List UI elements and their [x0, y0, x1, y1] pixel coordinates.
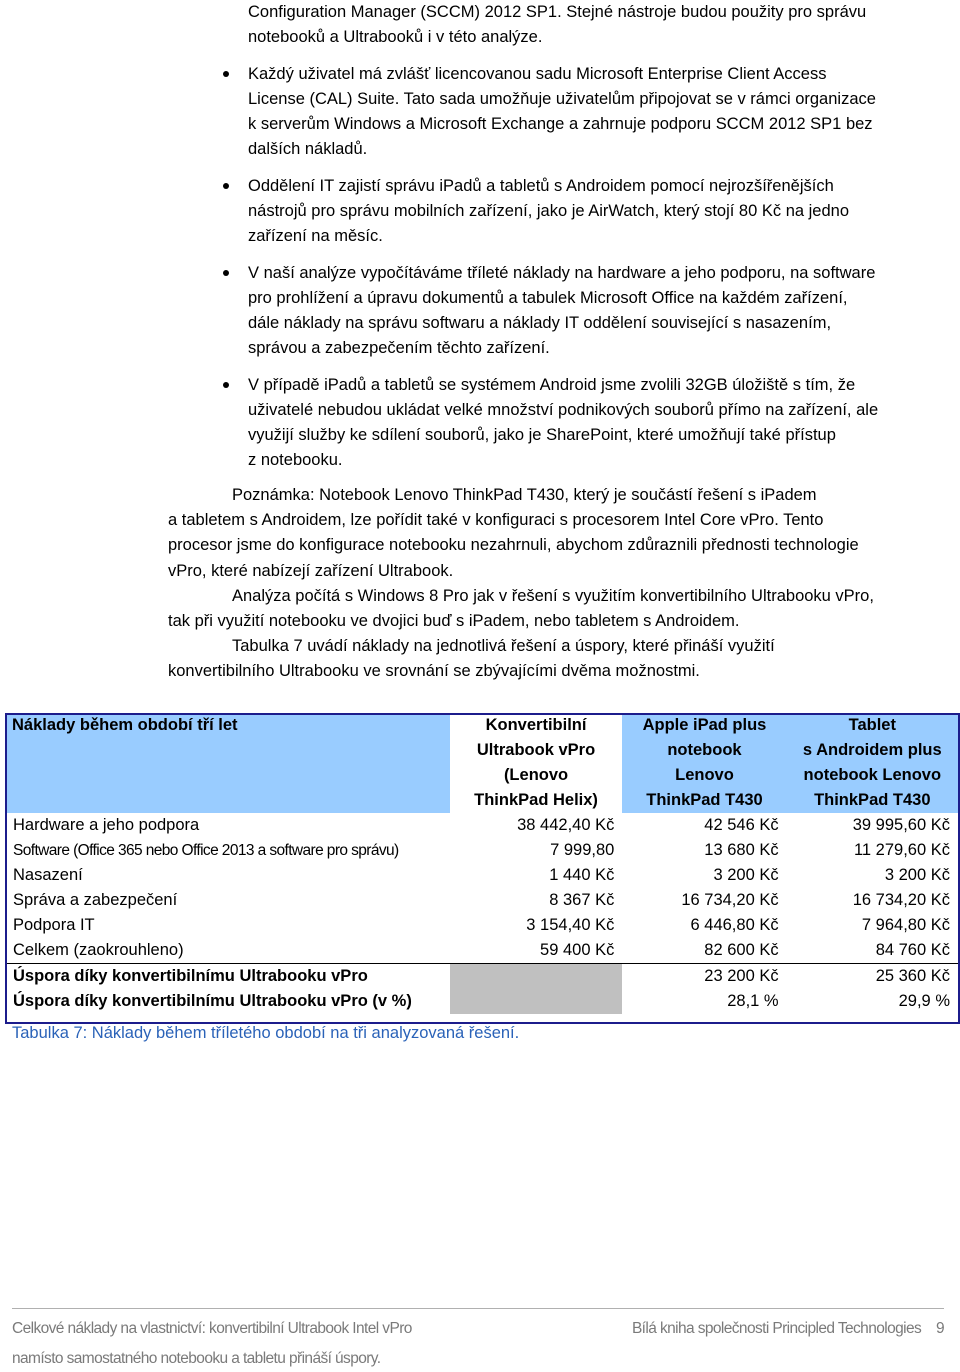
- paragraph: [168, 584, 948, 634]
- text-line: Analýza počítá s Windows 8 Pro jak v řešení s využitím konvertibilního Ultrabooku vPro,: [232, 586, 874, 605]
- row-label: Podpora IT: [13, 916, 95, 934]
- table-caption: Tabulka 7: Náklady během tříletého období na tři analyzovaná řešení.: [12, 1024, 520, 1042]
- cell-android: 16 734,20 Kč: [852, 891, 950, 909]
- header-line: Apple iPad plus: [642, 716, 767, 734]
- footer-right: [632, 1320, 944, 1338]
- header-line: ThinkPad T430: [814, 791, 931, 809]
- table-row: [5, 838, 958, 863]
- bullet-item: [220, 373, 945, 473]
- text-line: využijí služby ke sdílení souborů, jako je SharePoint, které umožňují také přístup: [248, 426, 836, 444]
- header-label: Náklady během období tří let: [5, 713, 450, 813]
- paragraph: [168, 634, 948, 684]
- text-line: Oddělení IT zajistí správu iPadů a tabletů s Androidem pomocí nejrozšířenějších: [248, 177, 834, 195]
- row-label: Celkem (zaokrouhleno): [13, 941, 184, 959]
- table-row: [5, 863, 958, 888]
- bullet-dot-icon: [223, 183, 229, 189]
- bullet-item: [220, 62, 945, 162]
- text-line: dále náklady na správu softwaru a náklady IT oddělení související s nasazením,: [248, 314, 832, 332]
- cell-ipad: 16 734,20 Kč: [681, 891, 779, 909]
- cell-ipad: 42 546 Kč: [704, 816, 779, 834]
- header-line: notebook: [667, 741, 742, 759]
- savings-label: Úspora díky konvertibilnímu Ultrabooku vPro: [5, 964, 450, 990]
- savings-android: 29,9 %: [898, 992, 950, 1010]
- text-line: konvertibilního Ultrabooku ve srovnání se zbývajícími dvěma možnostmi.: [168, 662, 700, 681]
- text-line: uživatelé nebudou ukládat velké množství podnikových souborů přímo na zařízení, ale: [248, 401, 879, 419]
- table-row: [5, 938, 958, 964]
- header-line: ThinkPad T430: [646, 791, 763, 809]
- row-label: Správa a zabezpečení: [13, 891, 178, 909]
- cell-ipad: 6 446,80 Kč: [690, 916, 779, 934]
- footer-rule: [12, 1308, 944, 1309]
- bullet-list: [220, 0, 945, 485]
- header-col-android: [787, 713, 958, 813]
- text-line: z notebooku.: [248, 451, 343, 469]
- cell-helix: 8 367 Kč: [549, 891, 615, 909]
- cost-table: [5, 713, 958, 1014]
- cell-helix: 7 999,80: [550, 841, 615, 859]
- header-line: ThinkPad Helix): [474, 791, 598, 809]
- savings-android: 25 360 Kč: [787, 964, 958, 990]
- text-line: vPro, které nabízejí zařízení Ultrabook.: [168, 561, 454, 580]
- footer-publisher: Bílá kniha společnosti Principled Technologies: [631, 1320, 922, 1337]
- bullet-dot-icon: [223, 382, 229, 388]
- bullet-dot-icon: [223, 71, 229, 77]
- cell-ipad: 82 600 Kč: [704, 941, 779, 959]
- text-line: Tabulka 7 uvádí náklady na jednotlivá řešení a úspory, které přináší využití: [232, 637, 775, 656]
- header-line: Tablet: [848, 716, 896, 734]
- row-label: Nasazení: [13, 866, 83, 884]
- cell-android: 11 279,60 Kč: [853, 841, 950, 859]
- text-line: V případě iPadů a tabletů se systémem Android jsme zvolili 32GB úložiště s tím, že: [248, 376, 856, 394]
- savings-ipad: 23 200 Kč: [622, 964, 786, 990]
- page-number: 9: [935, 1320, 944, 1337]
- text-line: nástrojů pro správu mobilních zařízení, jako je AirWatch, který stojí 80 Kč na jedno: [248, 202, 850, 220]
- table-row: [5, 813, 958, 838]
- savings-row: [5, 964, 958, 990]
- cell-android: 7 964,80 Kč: [861, 916, 950, 934]
- header-line: Ultrabook vPro: [476, 741, 596, 759]
- header-line: Konvertibilní: [485, 716, 587, 734]
- savings-row: [5, 989, 958, 1014]
- text-line: Každý uživatel má zvlášť licencovanou sadu Microsoft Enterprise Client Access: [248, 65, 827, 83]
- savings-ipad: 28,1 %: [727, 992, 779, 1010]
- cell-ipad: 3 200 Kč: [713, 866, 779, 884]
- paragraph: [168, 483, 948, 584]
- cell-android: 3 200 Kč: [884, 866, 950, 884]
- text-line: pro prohlížení a úpravu dokumentů a tabulek Microsoft Office na každém zařízení,: [248, 289, 848, 307]
- cell-helix: 59 400 Kč: [540, 941, 615, 959]
- header-line: Lenovo: [675, 766, 734, 784]
- text-line: V naší analýze vypočítáváme tříleté náklady na hardware a jeho podporu, na software: [248, 264, 876, 282]
- grey-empty-cell: [450, 989, 623, 1014]
- text-line: zařízení na měsíc.: [248, 227, 383, 245]
- text-line: k serverům Windows a Microsoft Exchange a zahrnuje podporu SCCM 2012 SP1 bez: [248, 115, 873, 133]
- footer-title-line1: Celkové náklady na vlastnictví: konvertibilní Ultrabook Intel vPro: [12, 1320, 412, 1337]
- cell-helix: 1 440 Kč: [549, 866, 615, 884]
- grey-empty-cell: [450, 964, 623, 990]
- continued-text: [220, 0, 945, 50]
- cell-helix: 3 154,40 Kč: [526, 916, 615, 934]
- header-line: (Lenovo: [503, 766, 569, 784]
- table-header-row: [5, 713, 958, 813]
- header-line: s Androidem plus: [802, 741, 942, 759]
- row-label: Software (Office 365 nebo Office 2013 a software pro správu): [13, 842, 399, 859]
- text-line: a tabletem s Androidem, lze pořídit také v konfiguraci s procesorem Intel Core vPro. Tento: [168, 511, 824, 530]
- header-col-helix: [450, 713, 623, 813]
- row-label: Hardware a jeho podpora: [13, 816, 200, 834]
- text-line: správou a zabezpečením těchto zařízení.: [248, 339, 550, 357]
- body-paragraphs: [168, 483, 948, 685]
- table-row: [5, 888, 958, 913]
- table-row: [5, 913, 958, 938]
- cell-ipad: 13 680 Kč: [704, 841, 779, 859]
- text-line: tak při využití notebooku ve dvojici buď s iPadem, nebo tabletem s Androidem.: [168, 612, 740, 631]
- text-line: dalších nákladů.: [248, 140, 368, 158]
- cell-android: 39 995,60 Kč: [852, 816, 950, 834]
- header-col-ipad: [622, 713, 786, 813]
- text-line: License (CAL) Suite. Tato sada umožňuje uživatelům připojovat se v rámci organizace: [248, 90, 876, 108]
- bullet-item: [220, 174, 945, 249]
- cell-helix: 38 442,40 Kč: [517, 816, 615, 834]
- text-line: procesor jsme do konfigurace notebooku nezahrnuli, abychom zdůraznili přednosti technologie: [168, 536, 859, 555]
- text-line: notebooků a Ultrabooků i v této analýze.: [248, 28, 543, 46]
- cell-android: 84 760 Kč: [875, 941, 950, 959]
- bullet-item: [220, 261, 945, 361]
- text-line: Configuration Manager (SCCM) 2012 SP1. Stejné nástroje budou použity pro správu: [248, 3, 867, 21]
- savings-label: Úspora díky konvertibilnímu Ultrabooku vPro (v %): [13, 992, 412, 1010]
- footer-title-line2: namísto samostatného notebooku a tabletu přináší úspory.: [12, 1350, 381, 1367]
- header-line: notebook Lenovo: [803, 766, 942, 784]
- bullet-dot-icon: [223, 270, 229, 276]
- text-line: Poznámka: Notebook Lenovo ThinkPad T430, který je součástí řešení s iPadem: [232, 486, 817, 504]
